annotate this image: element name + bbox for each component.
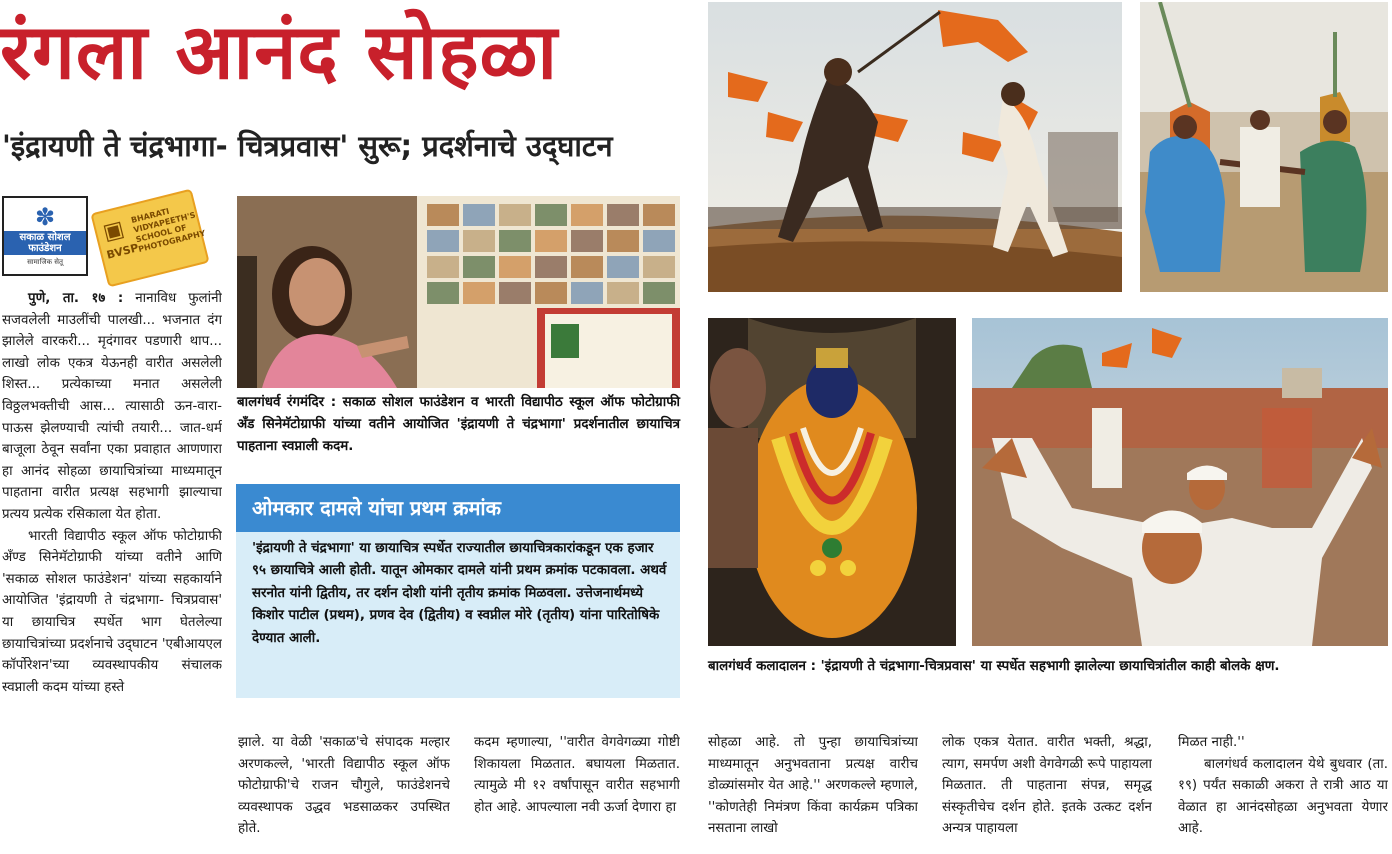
article-para-2: भारती विद्यापीठ स्कूल ऑफ फोटोग्राफी अँण्ड सिनेमॅटोग्राफी यांच्या वतीने आणि 'सकाळ सोशल फाउंडेशन' यांच्या सहकार्याने आयोजित 'इंद्रायणी ते चंद्रभागा- चित्रप्रवास' या छायाचित्र स्पर्धेत भाग घेतलेल्या छायाचित्रांच्या प्रदर्शनाचे उद्‌घाटन 'एबीआयएल कॉर्पोरेशन'च्या व्यवस्थापकीय संचालक स्वप्नाली कदम यांच्या हस्ते [2,528,222,695]
photo-vitthal-idol [708,318,956,646]
article-column-5: लोक एकत्र येतात. वारीत भक्ती, श्रद्धा, त्याग, समर्पण अशी वेगवेगळी रूपे पाहायला मिळतात. ती पाहताना संपन्न, समृद्ध संस्कृतीचेच दर्शन होते. इतके उत्कट दर्शन अन्यत्र पाहायला [942,735,1152,837]
gallery-thumbnail [535,282,567,304]
gallery-caption: बालगंधर्व रंगमंदिर : सकाळ सोशल फाउंडेशन व भारती विद्यापीठ स्कूल ऑफ फोटोग्राफी अँड सिनेमॅटोग्राफी यांच्या वतीने आयोजित 'इंद्रायणी ते चंद्रभागा' प्रदर्शनातील छायाचित्र पाहताना स्वप्नाली कदम. [237,395,680,454]
bvsp-name: BHARATI VIDYAPEETH'S SCHOOL OF PHOTOGRAPHY [130,206,207,255]
article-column-2: झाले. या वेळी 'सकाळ'चे संपादक मल्हार अरणकल्ले, 'भारती विद्यापीठ स्कूल ऑफ फोटोग्राफी'चे राजन चौगुले, फाउंडेशनचे व्यवस्थापक उद्धव भडसाळकर उपस्थित होते. [238,735,450,837]
winners-box-body: 'इंद्रायणी ते चंद्रभागा' या छायाचित्र स्पर्धेत राज्यातील छायाचित्रकारांकडून एक हजार ९५ छायाचित्रे आली होती. यातून ओमकार दामले यांनी प्रथम क्रमांक पटकावला. अथर्व सरनोत यांनी द्वितीय, तर दर्शन दोशी यांनी तृतीय क्रमांक मिळवला. उत्तेजनार्थमध्ये किशोर पाटील (प्रथम), प्रणव देव (द्वितीय) व स्वप्नील मोरे (तृतीय) यांना पारितोषिके देण्यात आली. [252,541,667,646]
gallery-thumbnail [607,256,639,278]
gallery-thumbnail [499,256,531,278]
gallery-thumbnail [463,230,495,252]
dateline: पुणे, ता. १७ : [28,291,124,306]
photo-flag-runners [708,2,1122,292]
sakal-logo-name: सकाळ सोशल फाउंडेशन [4,231,86,255]
photos-caption: बालगंधर्व कलादालन : 'इंद्रायणी ते चंद्रभागा-चित्रप्रवास' या स्पर्धेत सहभागी झालेल्या छायाचित्रांतील काही बोलके क्षण. [708,659,1280,674]
article-column-3: कदम म्हणाल्या, ''वारीत वेगवेगळ्या गोष्टी शिकायला मिळतात. बघायला मिळतात. त्यामुळे मी १२ वर्षांपासून वारीत सहभागी होत आहे. आपल्याला नवी ऊर्जा देणारा हा [474,735,680,815]
bvsp-logo [90,189,209,288]
gallery-thumbnail [571,230,603,252]
gallery-thumbnail [463,204,495,226]
gallery-thumbnail [427,204,459,226]
gallery-thumbnail [535,204,567,226]
gallery-thumbnail [535,256,567,278]
gallery-thumbnail [571,256,603,278]
gallery-thumbnail [427,282,459,304]
article-column-6 [1178,732,1388,852]
gallery-thumbnail [643,282,675,304]
article-col6-para: बालगंधर्व कलादालन येथे बुधवार (ता. १९) पर्यंत सकाळी अकरा ते रात्री आठ या वेळात हा आनंदसोहळा अनुभवता येणार आहे. [1178,756,1388,837]
gallery-thumbnail [607,230,639,252]
gallery-thumbnail [643,204,675,226]
winners-box-title: ओमकार दामले यांचा प्रथम क्रमांक [236,484,680,532]
gallery-thumbnail [499,204,531,226]
gallery-thumbnail [535,230,567,252]
gallery-thumbnail [427,230,459,252]
sakal-logo-tagline: सामाजिक सेतू [27,258,63,266]
gallery-thumbnail [643,256,675,278]
article-column-1 [2,288,222,854]
bvsp-abbr: BVSP [105,241,140,262]
camera-icon: ▣ [100,216,127,246]
gallery-thumbnail [463,256,495,278]
gallery-thumbnail [499,230,531,252]
gallery-thumbnail [499,282,531,304]
gallery-thumbnail [571,282,603,304]
photo-warkari-dancing [972,318,1388,646]
gallery-thumbnail [427,256,459,278]
gallery-thumbnail [607,204,639,226]
photo-women-dancing [1140,2,1388,292]
gallery-thumbnail [463,282,495,304]
headline: रंगला आनंद सोहळा [0,7,559,96]
article-column-4: सोहळा आहे. तो पुन्हा छायाचित्रांच्या माध्यमातून अनुभवताना प्रत्यक्ष वारीच डोळ्यांसमोर येत आहे.'' अरणकल्ले म्हणाले, ''कोणतेही निमंत्रण किंवा कार्यक्रम पत्रिका नसताना लाखो [708,735,918,837]
gallery-thumbnail [643,230,675,252]
flower-icon: ✽ [34,203,56,231]
gallery-photo [237,196,680,388]
article-para-1: नानाविध फुलांनी सजवलेली माउलींची पालखी... भजनात दंग झालेले वारकरी... मृदंगावर पडणारी थाप... लाखो लोक एकत्र येऊनही वारीत असलेली शिस्त... प्रत्येकाच्या मनात असलेली विठ्ठलभक्तीची आस... त्यासाठी ऊन-वारा-पाऊस झेलण्याची त्यांची तयारी... जात-धर्म बाजूला ठेवून सर्वांना एका प्रवाहात आणणारा हा आनंद सोहळा छायाचित्रांच्या माध्यमातून पाहताना वारीत प्रत्यक्ष सहभागी झाल्याचा प्रत्यय प्रत्येक रसिकाला येत होता. [2,291,222,522]
article-col6-line: मिळत नाही.'' [1178,735,1245,750]
subheadline: 'इंद्रायणी ते चंद्रभागा- चित्रप्रवास' सुरू; प्रदर्शनाचे उद्‌घाटन [2,129,613,163]
sakal-foundation-logo [2,196,88,276]
gallery-thumbnail [607,282,639,304]
gallery-thumbnail [571,204,603,226]
